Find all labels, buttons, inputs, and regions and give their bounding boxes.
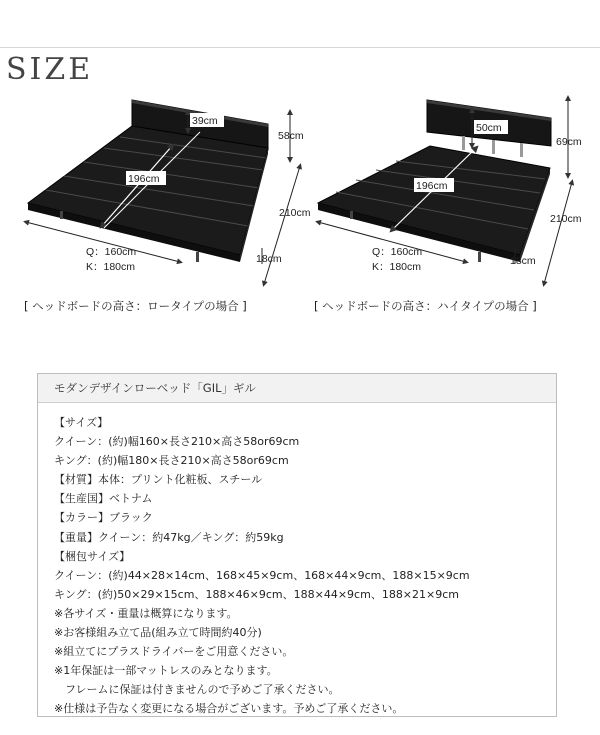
high-total-height: 69cm	[556, 136, 582, 148]
spec-line: 【重量】クイーン：約47kg／キング：約59kg	[54, 530, 284, 544]
spec-line: 【カラー】ブラック	[54, 511, 153, 525]
spec-panel	[37, 373, 557, 717]
spec-line: ※お客様組み立て品(組み立て時間約40分)	[54, 626, 262, 640]
low-headboard-height: 39cm	[192, 115, 218, 127]
high-width-king: K：180cm	[372, 261, 422, 273]
low-width-king: K：180cm	[86, 261, 136, 273]
spec-line: ※1年保証は一部マットレスのみとなります。	[54, 664, 278, 678]
bed-diagrams	[0, 0, 600, 330]
high-inner-length: 196cm	[416, 180, 448, 192]
low-leg-height: 18cm	[256, 253, 282, 265]
high-type-caption: [ ヘッドボードの高さ：ハイタイプの場合 ]	[314, 299, 537, 313]
high-outer-length: 210cm	[550, 213, 582, 225]
spec-line: フレームに保証は付きませんので予めご了承ください。	[54, 683, 340, 697]
spec-title: モダンデザインローベッド「GIL」ギル	[38, 374, 556, 403]
spec-line: ※各サイズ・重量は概算になります。	[54, 606, 238, 620]
high-headboard-height: 50cm	[476, 122, 502, 134]
low-type-caption: [ ヘッドボードの高さ：ロータイプの場合 ]	[24, 299, 247, 313]
spec-line: 【材質】本体：プリント化粧板、スチール	[54, 473, 263, 487]
spec-line: キング：(約)50×29×15cm、188×46×9cm、188×44×9cm、188×21×9cm	[54, 587, 460, 601]
page-title: SIZE	[6, 52, 94, 87]
spec-line: クイーン：(約)44×28×14cm、168×45×9cm、168×44×9cm、188×15×9cm	[54, 568, 470, 582]
spec-line: 【梱包サイズ】	[54, 549, 131, 563]
spec-line: ※仕様は予告なく変更になる場合がございます。予めご了承ください。	[54, 702, 404, 716]
spec-line: 【サイズ】	[54, 416, 109, 429]
spec-line: 【生産国】ベトナム	[54, 492, 153, 506]
low-total-height: 58cm	[278, 130, 304, 142]
spec-line: ※組立てにプラスドライバーをご用意ください。	[54, 645, 294, 659]
low-outer-length: 210cm	[279, 207, 311, 219]
spec-line: クイーン：(約)幅160×長さ210×高さ58or69cm	[54, 435, 300, 449]
low-width-queen: Q：160cm	[86, 246, 137, 258]
spec-line: キング：(約)幅180×長さ210×高さ58or69cm	[54, 454, 289, 468]
high-width-queen: Q：160cm	[372, 246, 423, 258]
low-inner-length: 196cm	[128, 173, 160, 185]
high-leg-height: 18cm	[510, 255, 536, 267]
spec-list	[38, 403, 556, 719]
